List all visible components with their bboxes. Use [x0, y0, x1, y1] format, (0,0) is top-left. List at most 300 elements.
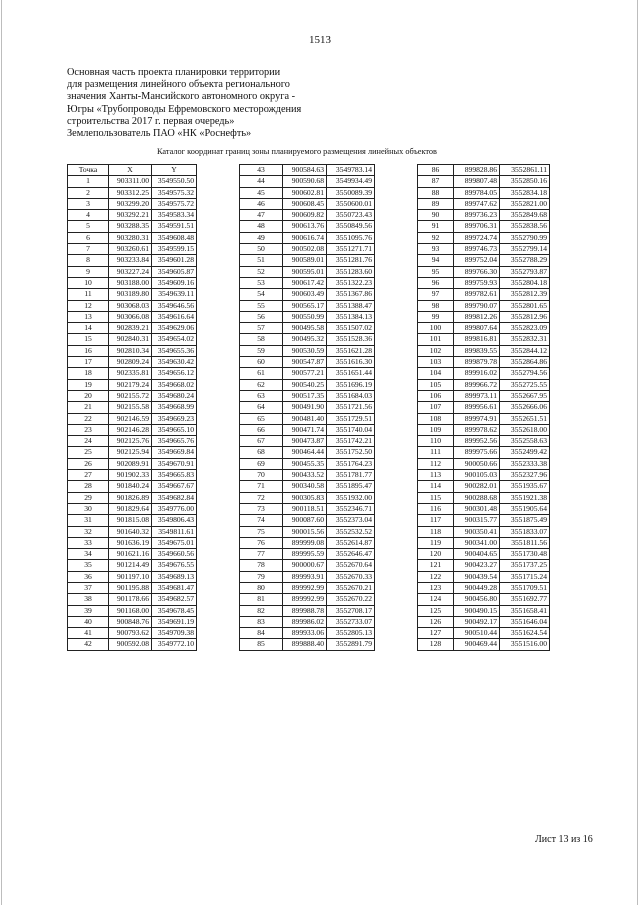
cell-point: 9	[68, 266, 109, 277]
cell-y: 3552805.13	[327, 628, 375, 639]
cell-point: 60	[240, 357, 283, 368]
table-row	[68, 368, 197, 379]
cell-point: 127	[418, 628, 454, 639]
cell-point: 77	[240, 549, 283, 560]
cell-y: 3550089.39	[327, 187, 375, 198]
cell-point: 103	[418, 357, 454, 368]
table-row	[418, 232, 550, 243]
cell-y: 3551742.21	[327, 436, 375, 447]
cell-y: 3552850.16	[500, 176, 550, 187]
cell-x: 899807.48	[454, 176, 500, 187]
cell-point: 95	[418, 266, 454, 277]
table-row	[68, 176, 197, 187]
table-row	[240, 244, 375, 255]
cell-x: 902155.72	[109, 390, 152, 401]
cell-point: 112	[418, 458, 454, 469]
table-row	[240, 503, 375, 514]
cell-point: 87	[418, 176, 454, 187]
cell-x: 902146.59	[109, 413, 152, 424]
cell-y: 3552646.47	[327, 549, 375, 560]
table-row	[418, 616, 550, 627]
cell-point: 11	[68, 289, 109, 300]
cell-y: 3549608.48	[152, 232, 197, 243]
cell-point: 33	[68, 537, 109, 548]
table-row	[240, 413, 375, 424]
cell-y: 3551696.19	[327, 379, 375, 390]
table-row	[418, 165, 550, 176]
cell-y: 3551781.77	[327, 470, 375, 481]
table-row	[240, 605, 375, 616]
cell-x: 899952.56	[454, 436, 500, 447]
cell-x: 899782.61	[454, 289, 500, 300]
cell-x: 899790.07	[454, 300, 500, 311]
cell-x: 899888.40	[283, 639, 327, 650]
table-row	[240, 357, 375, 368]
cell-point: 62	[240, 379, 283, 390]
cell-y: 3549655.36	[152, 345, 197, 356]
cell-point: 34	[68, 549, 109, 560]
table-row	[418, 368, 550, 379]
table-row	[418, 311, 550, 322]
cell-point: 38	[68, 594, 109, 605]
table-row	[240, 323, 375, 334]
cell-y: 3549709.38	[152, 628, 197, 639]
table-row	[68, 605, 197, 616]
table-row	[240, 424, 375, 435]
cell-y: 3552670.22	[327, 594, 375, 605]
cell-point: 85	[240, 639, 283, 650]
cell-x: 899747.62	[454, 198, 500, 209]
table-row	[418, 379, 550, 390]
table-row	[68, 198, 197, 209]
table-row	[240, 458, 375, 469]
cell-x: 900471.74	[283, 424, 327, 435]
cell-x: 900608.45	[283, 198, 327, 209]
cell-point: 128	[418, 639, 454, 650]
cell-x: 900848.76	[109, 616, 152, 627]
cell-point: 109	[418, 424, 454, 435]
right-page-edge	[637, 0, 638, 905]
cell-y: 3552670.64	[327, 560, 375, 571]
cell-y: 3549665.10	[152, 424, 197, 435]
cell-x: 899766.30	[454, 266, 500, 277]
cell-point: 48	[240, 221, 283, 232]
cell-y: 3552812.39	[500, 289, 550, 300]
cell-x: 900617.42	[283, 277, 327, 288]
table-row	[418, 628, 550, 639]
cell-point: 125	[418, 605, 454, 616]
cell-x: 900433.52	[283, 470, 327, 481]
table-row	[68, 481, 197, 492]
cell-point: 28	[68, 481, 109, 492]
cell-point: 88	[418, 187, 454, 198]
table-row	[418, 402, 550, 413]
cell-y: 3551651.44	[327, 368, 375, 379]
cell-x: 903311.00	[109, 176, 152, 187]
table-row	[240, 594, 375, 605]
cell-point: 10	[68, 277, 109, 288]
cell-y: 3549575.32	[152, 187, 197, 198]
cell-point: 53	[240, 277, 283, 288]
cell-y: 3550723.43	[327, 210, 375, 221]
cell-x: 901197.10	[109, 571, 152, 582]
table-row	[418, 334, 550, 345]
cell-point: 106	[418, 390, 454, 401]
cell-point: 108	[418, 413, 454, 424]
cell-point: 69	[240, 458, 283, 469]
table-row	[418, 515, 550, 526]
cell-x: 900423.27	[454, 560, 500, 571]
cell-x: 900282.01	[454, 481, 500, 492]
table-row	[418, 605, 550, 616]
table-row	[418, 503, 550, 514]
cell-y: 3549660.56	[152, 549, 197, 560]
cell-point: 119	[418, 537, 454, 548]
cell-x: 900577.21	[283, 368, 327, 379]
table-row	[240, 470, 375, 481]
cell-point: 105	[418, 379, 454, 390]
cell-y: 3549669.84	[152, 447, 197, 458]
cell-point: 39	[68, 605, 109, 616]
column-header-x: X	[109, 165, 152, 176]
cell-x: 900288.68	[454, 492, 500, 503]
table-row	[240, 537, 375, 548]
column-header-point: Точка	[68, 165, 109, 176]
table-row	[68, 582, 197, 593]
table-row	[418, 492, 550, 503]
cell-point: 97	[418, 289, 454, 300]
cell-x: 902155.58	[109, 402, 152, 413]
cell-y: 3552667.95	[500, 390, 550, 401]
cell-x: 899992.99	[283, 582, 327, 593]
cell-y: 3549783.14	[327, 165, 375, 176]
cell-y: 3552327.96	[500, 470, 550, 481]
table-row	[240, 526, 375, 537]
table-row	[418, 594, 550, 605]
cell-y: 3549665.83	[152, 470, 197, 481]
cell-point: 86	[418, 165, 454, 176]
cell-point: 74	[240, 515, 283, 526]
cell-point: 90	[418, 210, 454, 221]
cell-y: 3551833.07	[500, 526, 550, 537]
cell-point: 8	[68, 255, 109, 266]
cell-x: 900584.63	[283, 165, 327, 176]
cell-point: 120	[418, 549, 454, 560]
cell-x: 899759.93	[454, 277, 500, 288]
cell-y: 3549668.02	[152, 379, 197, 390]
cell-y: 3551516.00	[500, 639, 550, 650]
table-row	[68, 300, 197, 311]
cell-x: 899975.66	[454, 447, 500, 458]
cell-y: 3551811.56	[500, 537, 550, 548]
cell-x: 900550.99	[283, 311, 327, 322]
cell-point: 114	[418, 481, 454, 492]
cell-x: 899933.06	[283, 628, 327, 639]
table-row	[418, 458, 550, 469]
cell-point: 118	[418, 526, 454, 537]
table-row	[418, 470, 550, 481]
cell-x: 899978.62	[454, 424, 500, 435]
table-row	[240, 300, 375, 311]
cell-y: 3552801.65	[500, 300, 550, 311]
cell-y: 3549689.13	[152, 571, 197, 582]
cell-y: 3549605.87	[152, 266, 197, 277]
table-row	[68, 289, 197, 300]
cell-y: 3549599.15	[152, 244, 197, 255]
cell-point: 25	[68, 447, 109, 458]
cell-point: 107	[418, 402, 454, 413]
cell-y: 3551616.30	[327, 357, 375, 368]
table-row	[418, 481, 550, 492]
cell-y: 3552804.18	[500, 277, 550, 288]
cell-point: 64	[240, 402, 283, 413]
table-row	[418, 413, 550, 424]
cell-point: 113	[418, 470, 454, 481]
table-row	[418, 571, 550, 582]
cell-y: 3551875.49	[500, 515, 550, 526]
cell-x: 899993.91	[283, 571, 327, 582]
cell-point: 43	[240, 165, 283, 176]
table-row	[418, 436, 550, 447]
cell-x: 899974.91	[454, 413, 500, 424]
table-row	[240, 582, 375, 593]
cell-y: 3549656.12	[152, 368, 197, 379]
cell-x: 903260.61	[109, 244, 152, 255]
cell-x: 900305.83	[283, 492, 327, 503]
cell-x: 900087.60	[283, 515, 327, 526]
cell-y: 3549934.49	[327, 176, 375, 187]
table-row	[418, 345, 550, 356]
cell-point: 68	[240, 447, 283, 458]
header-line: строительства 2017 г. первая очередь»	[67, 115, 235, 127]
cell-point: 52	[240, 266, 283, 277]
cell-y: 3549675.01	[152, 537, 197, 548]
cell-x: 901902.33	[109, 470, 152, 481]
cell-point: 7	[68, 244, 109, 255]
cell-point: 16	[68, 345, 109, 356]
table-row	[68, 628, 197, 639]
cell-y: 3551646.04	[500, 616, 550, 627]
table-row	[68, 526, 197, 537]
cell-x: 900793.62	[109, 628, 152, 639]
cell-y: 3552651.51	[500, 413, 550, 424]
table-row	[240, 311, 375, 322]
cell-x: 900616.74	[283, 232, 327, 243]
table-row	[240, 334, 375, 345]
cell-point: 15	[68, 334, 109, 345]
cell-x: 899752.04	[454, 255, 500, 266]
table-row	[68, 187, 197, 198]
table-row	[240, 165, 375, 176]
cell-y: 3551935.67	[500, 481, 550, 492]
cell-x: 899973.11	[454, 390, 500, 401]
cell-y: 3551271.71	[327, 244, 375, 255]
table-row	[68, 560, 197, 571]
cell-y: 3551764.23	[327, 458, 375, 469]
cell-point: 55	[240, 300, 283, 311]
cell-x: 900000.67	[283, 560, 327, 571]
cell-x: 900341.00	[454, 537, 500, 548]
cell-point: 19	[68, 379, 109, 390]
cell-point: 1	[68, 176, 109, 187]
cell-point: 61	[240, 368, 283, 379]
table-row	[68, 503, 197, 514]
cell-y: 3549654.02	[152, 334, 197, 345]
cell-point: 75	[240, 526, 283, 537]
table-row	[240, 447, 375, 458]
cell-x: 899812.26	[454, 311, 500, 322]
cell-point: 13	[68, 311, 109, 322]
cell-y: 3551709.51	[500, 582, 550, 593]
cell-y: 3552346.71	[327, 503, 375, 514]
cell-point: 41	[68, 628, 109, 639]
cell-y: 3552821.00	[500, 198, 550, 209]
table-row	[240, 277, 375, 288]
cell-point: 57	[240, 323, 283, 334]
cell-x: 900602.81	[283, 187, 327, 198]
cell-point: 46	[240, 198, 283, 209]
table-row	[418, 187, 550, 198]
cell-y: 3551283.60	[327, 266, 375, 277]
cell-x: 902809.24	[109, 357, 152, 368]
cell-point: 56	[240, 311, 283, 322]
cell-point: 31	[68, 515, 109, 526]
cell-point: 104	[418, 368, 454, 379]
cell-y: 3549616.64	[152, 311, 197, 322]
cell-x: 900464.44	[283, 447, 327, 458]
table-row	[68, 334, 197, 345]
cell-x: 902840.31	[109, 334, 152, 345]
cell-y: 3551095.76	[327, 232, 375, 243]
cell-y: 3549667.67	[152, 481, 197, 492]
cell-point: 51	[240, 255, 283, 266]
cell-x: 901826.89	[109, 492, 152, 503]
table-row	[68, 458, 197, 469]
table-row	[68, 616, 197, 627]
cell-y: 3551384.13	[327, 311, 375, 322]
cell-y: 3549609.16	[152, 277, 197, 288]
cell-x: 900530.59	[283, 345, 327, 356]
header-line: значения Ханты-Мансийского автономного округа -	[67, 91, 296, 103]
cell-y: 3549682.57	[152, 594, 197, 605]
cell-y: 3552891.79	[327, 639, 375, 650]
table-row	[240, 481, 375, 492]
cell-y: 3551621.28	[327, 345, 375, 356]
header-line: Югры «Трубопроводы Ефремовского месторождения	[67, 103, 302, 115]
cell-x: 900492.17	[454, 616, 500, 627]
cell-y: 3552373.04	[327, 515, 375, 526]
table-row	[240, 515, 375, 526]
cell-y: 3551658.41	[500, 605, 550, 616]
cell-x: 899828.86	[454, 165, 500, 176]
table-row	[68, 255, 197, 266]
cell-y: 3552812.96	[500, 311, 550, 322]
cell-point: 84	[240, 628, 283, 639]
cell-y: 3549583.34	[152, 210, 197, 221]
cell-point: 44	[240, 176, 283, 187]
cell-y: 3549646.56	[152, 300, 197, 311]
table-row	[68, 470, 197, 481]
table-row	[68, 266, 197, 277]
cell-point: 50	[240, 244, 283, 255]
table-row	[68, 515, 197, 526]
cell-y: 3551715.24	[500, 571, 550, 582]
cell-point: 32	[68, 526, 109, 537]
cell-point: 12	[68, 300, 109, 311]
table-body	[240, 165, 375, 651]
cell-x: 901621.16	[109, 549, 152, 560]
table-row	[68, 390, 197, 401]
cell-x: 902839.21	[109, 323, 152, 334]
coordinate-table-3	[417, 164, 550, 651]
table-row	[418, 390, 550, 401]
cell-y: 3549629.06	[152, 323, 197, 334]
cell-x: 900609.82	[283, 210, 327, 221]
table-row	[418, 176, 550, 187]
cell-y: 3549591.51	[152, 221, 197, 232]
cell-y: 3549772.10	[152, 639, 197, 650]
cell-y: 3549639.11	[152, 289, 197, 300]
table-row	[68, 244, 197, 255]
cell-point: 83	[240, 616, 283, 627]
table-row	[68, 345, 197, 356]
cell-y: 3551905.64	[500, 503, 550, 514]
cell-x: 901840.24	[109, 481, 152, 492]
cell-y: 3549575.72	[152, 198, 197, 209]
cell-point: 63	[240, 390, 283, 401]
cell-point: 79	[240, 571, 283, 582]
table-row	[240, 560, 375, 571]
table-row	[240, 210, 375, 221]
cell-x: 899816.81	[454, 334, 500, 345]
cell-point: 124	[418, 594, 454, 605]
cell-x: 900595.01	[283, 266, 327, 277]
cell-y: 3549669.23	[152, 413, 197, 424]
cell-point: 14	[68, 323, 109, 334]
cell-x: 901636.19	[109, 537, 152, 548]
cell-x: 899839.55	[454, 345, 500, 356]
cell-x: 900473.87	[283, 436, 327, 447]
cell-point: 116	[418, 503, 454, 514]
cell-point: 59	[240, 345, 283, 356]
table-row	[418, 582, 550, 593]
column-header-y: Y	[152, 165, 197, 176]
cell-point: 17	[68, 357, 109, 368]
cell-point: 115	[418, 492, 454, 503]
table-row	[68, 402, 197, 413]
cell-point: 92	[418, 232, 454, 243]
cell-y: 3552849.68	[500, 210, 550, 221]
cell-point: 78	[240, 560, 283, 571]
cell-y: 3552864.86	[500, 357, 550, 368]
table-row	[68, 357, 197, 368]
cell-point: 122	[418, 571, 454, 582]
cell-y: 3552708.17	[327, 605, 375, 616]
cell-x: 900301.48	[454, 503, 500, 514]
table-row	[68, 639, 197, 650]
table-row	[240, 187, 375, 198]
cell-y: 3550849.56	[327, 221, 375, 232]
cell-point: 76	[240, 537, 283, 548]
cell-y: 3549811.61	[152, 526, 197, 537]
cell-x: 899706.31	[454, 221, 500, 232]
header-line: Основная часть проекта планировки территории	[67, 67, 281, 78]
cell-x: 900456.80	[454, 594, 500, 605]
cell-point: 37	[68, 582, 109, 593]
table-row	[418, 244, 550, 255]
table-row	[418, 424, 550, 435]
sheet-number: Лист 13 из 16	[535, 834, 593, 845]
